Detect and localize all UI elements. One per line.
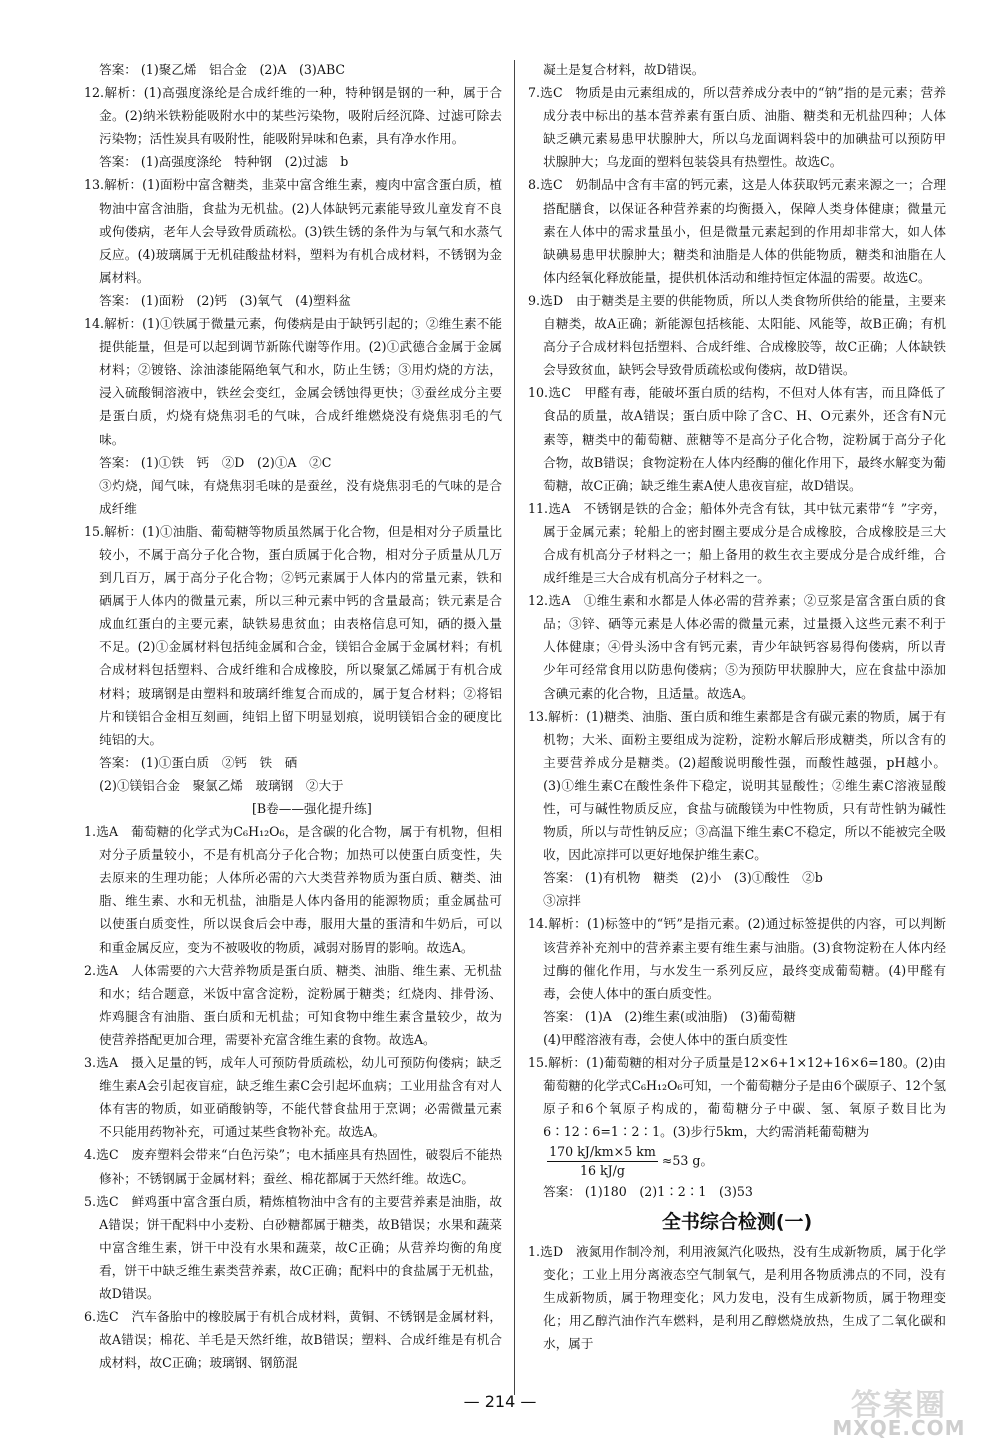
answer-14: 答案： (1)①铁 钙 ②D (2)①A ②C <box>99 454 332 470</box>
b-question-6-cont: 凝土是复合材料，故D错误。 <box>543 62 705 77</box>
b-solution-13: 13.解析：(1)糖类、油脂、蛋白质和维生素都是含有碳元素的物质，属于有机物；大米、面粉主要组成为淀粉，淀粉水解后形成糖类，所以含有的主要营养成分是糖类。(2)超酸说明酸性强，而酸性越强，pH越小。(3)①维生素C在酸性条件下稳定，说明其显酸性；②维生素C溶液显酸性，可与碱性物质反应，食盐与硫酸镁为中性物质，只有苛性钠为碱性物质，所以与苛性钠反应；③高温下维生素C不稳定，所以不能被完全吸收，因此凉拌可以更好地保护维生素C。 <box>528 708 946 863</box>
solution-15: 15.解析：(1)①油脂、葡萄糖等物质虽然属于化合物，但是相对分子质量比较小，不属于高分子化合物，蛋白质属于化合物，相对分子质量从几万到几百万，属于高分子化合物；②钙元素属于人体内的常量元素，铁和硒属于人体内的微量元素，所以三种元素中钙的含量最高；铁元素是合成血红蛋白的主要元素，缺铁易患贫血；由表格信息可知，硒的摄入量不足。(2)①金属材料包括纯金属和合金，镁铝合金属于金属材料；有机合成材料包括塑料、合成纤维和合成橡胶，所以聚氯乙烯属于有机合成材料；玻璃钢是由塑料和玻璃纤维复合而成的，属于复合材料；②将铝片和镁铝合金相互刻画，纯铝上留下明显划痕，说明镁铝合金的硬度比纯铝的大。 <box>84 523 502 747</box>
column-divider <box>514 60 515 1395</box>
b-answer-13: 答案： (1)有机物 糖类 (2)小 (3)①酸性 ②b <box>543 870 823 886</box>
b-question-6: 6.选C 汽车备胎中的橡胶属于有机合成材料，黄铜、不锈钢是金属材料，故A错误；棉花、羊毛是天然纤维，故B错误；塑料、合成纤维是有机合成材料，故C正确；玻璃钢、钢筋混 <box>84 1309 502 1371</box>
b-question-3: 3.选A 摄入足量的钙，成年人可预防骨质疏松，幼儿可预防佝偻病；缺乏维生素A会引起夜盲症，缺乏维生素C会引起坏血病；工业用盐含有对人体有害的物质，如亚硝酸钠等，不能代替食盐用于烹调；必需微量元素不只能用药物补充，可通过某些食物补充。故选A。 <box>84 1055 502 1140</box>
fraction-line <box>528 1143 946 1180</box>
solution-12: 12.解析：(1)高强度涤纶是合成纤维的一种，特种钢是钢的一种，属于合金。(2)纳米铁粉能吸附水中的某些污染物，吸附后经沉降、过滤可除去污染物；活性炭具有吸附性，能吸附异味和色素，具有净水作用。 <box>84 85 502 147</box>
b-question-11: 11.选A 不锈钢是铁的合金；船体外壳含有钛，其中钛元素带“钅”字旁，属于金属元素；轮船上的密封圈主要成分是合成橡胶，合成橡胶是三大合成有机高分子材料之一；船上备用的救生衣主要成分是合成纤维，合成纤维是三大合成有机高分子材料之一。 <box>528 500 946 586</box>
b-answer-14-cont: (4)甲醛溶液有毒，会使人体中的蛋白质变性 <box>543 1031 788 1047</box>
fraction-denominator: 16 kJ/g <box>579 1163 625 1179</box>
watermark-logo: 答案圈 <box>851 1388 947 1423</box>
watermark-url: MXQE.COM <box>832 1416 966 1440</box>
fraction-result: ≈53 g。 <box>661 1153 714 1169</box>
answer-15-cont: (2)①镁铝合金 聚氯乙烯 玻璃钢 ②大于 <box>99 777 344 793</box>
answer-14-cont: ③灼烧，闻气味，有烧焦羽毛味的是蚕丝，没有烧焦羽毛的气味的是合成纤维 <box>99 477 502 516</box>
watermark <box>814 1380 984 1442</box>
section-b-heading: [B卷——强化提升练] <box>251 801 372 816</box>
answer-12: 答案： (1)高强度涤纶 特种钢 (2)过滤 b <box>99 154 349 170</box>
solution-13: 13.解析：(1)面粉中富含糖类，韭菜中富含维生素，瘦肉中富含蛋白质，植物油中富含油脂，食盐为无机盐。(2)人体缺钙元素能导致儿童发育不良或佝偻病，老年人会导致骨质疏松。(3)铁生锈的条件为与氧气和水蒸气反应。(4)玻璃属于无机硅酸盐材料，塑料为有机合成材料，不锈钢为金属材料。 <box>84 177 502 285</box>
b-solution-15: 15.解析：(1)葡萄糖的相对分子质量是12×6+1×12+16×6=180。(2)由葡萄糖的化学式C₆H₁₂O₆可知，一个葡萄糖分子是由6个碳原子、12个氢原子和6个氧原子构成的，葡萄糖分子中碳、氢、氧原子数目比为6∶12∶6=1∶2∶1。(3)步行5km，大约需消耗葡萄糖为 <box>528 1055 946 1140</box>
b-question-12: 12.选A ①维生素和水都是人体必需的营养素；②豆浆是富含蛋白质的食品；③锌、硒等元素是人体必需的微量元素，过量摄入这些元素不利于人体健康；④骨头汤中含有钙元素，青少年缺钙容易得佝偻病，所以青少年可经常食用以防患佝偻病；⑤为预防甲状腺肿大，应在食盐中添加含碘元素的化合物，且适量。故选A。 <box>528 593 946 701</box>
energy-fraction <box>547 1143 658 1180</box>
answer-13: 答案： (1)面粉 (2)钙 (3)氧气 (4)塑料盆 <box>99 292 351 308</box>
answer-11: 答案： (1)聚乙烯 铝合金 (2)A (3)ABC <box>99 62 346 77</box>
b-answer-14: 答案： (1)A (2)维生素(或油脂) (3)葡萄糖 <box>543 1008 796 1024</box>
answer-15: 答案： (1)①蛋白质 ②钙 铁 硒 <box>99 754 298 770</box>
b-question-8: 8.选C 奶制品中含有丰富的钙元素，这是人体获取钙元素来源之一；合理搭配膳食，以保证各种营养素的均衡摄入，保障人类身体健康；微量元素在人体中的需求量虽小，但是微量元素起到的作用却非常大，如人体缺碘易患甲状腺肿大；糖类和油脂是人体的供能物质，糖类和油脂在人体内经氧化释放能量，提供机体活动和维持恒定体温的需要。故选C。 <box>528 177 946 285</box>
b-question-1: 1.选A 葡萄糖的化学式为C₆H₁₂O₆，是含碳的化合物，属于有机物，但相对分子质量较小，不是有机高分子化合物；加热可以使蛋白质变性，失去原来的生理功能；人体所必需的六大类营养物质为蛋白质、糖类、油脂、维生素、水和无机盐，油脂是人体内备用的能源物质；重金属盐可以使蛋白质变性，所以误食后会中毒，服用大量的蛋清和牛奶后，可以和重金属反应，变为不被吸收的物质，减弱对肠胃的影响。故选A。 <box>84 824 502 955</box>
page-number: — 214 — <box>463 1392 537 1411</box>
b-answer-15: 答案： (1)180 (2)1∶2∶1 (3)53 <box>543 1184 753 1200</box>
b-question-4: 4.选C 废弃塑料会带来“白色污染”；电木插座具有热固性，破裂后不能热修补；不锈钢属于金属材料；蚕丝、棉花都属于天然纤维。故选C。 <box>84 1147 502 1186</box>
section-title-comprehensive: 全书综合检测(一) <box>661 1210 813 1233</box>
right-column <box>528 58 946 1355</box>
b-question-2: 2.选A 人体需要的六大营养物质是蛋白质、糖类、油脂、维生素、无机盐和水；结合题意，米饭中富含淀粉，淀粉属于糖类；红烧肉、排骨汤、炸鸡腿含有油脂、蛋白质和无机盐；可知食物中维生素含量较少，故为使营养搭配更加合理，需要补充富含维生素的食物。故选A。 <box>84 962 502 1047</box>
b-solution-14: 14.解析：(1)标签中的“钙”是指元素。(2)通过标签提供的内容，可以判断该营养补充剂中的营养素主要有维生素与油脂。(3)食物淀粉在人体内经过酶的催化作用，与水发生一系列反应，最终变成葡萄糖。(4)甲醛有毒，会使人体中的蛋白质变性。 <box>528 916 946 1001</box>
b-question-7: 7.选C 物质是由元素组成的，所以营养成分表中的“钠”指的是元素；营养成分表中标出的基本营养素有蛋白质、油脂、糖类和无机盐四种；人体缺乏碘元素易患甲状腺肿大，所以乌龙面调料袋中的加碘盐可以预防甲状腺肿大；乌龙面的塑料包装袋具有热塑性。故选C。 <box>528 85 946 170</box>
b-question-9: 9.选D 由于糖类是主要的供能物质，所以人类食物所供给的能量，主要来自糖类，故A正确；新能源包括核能、太阳能、风能等，故B正确；有机高分子合成材料包括塑料、合成纤维、合成橡胶等，故C正确；人体缺铁会导致贫血，缺钙会导致骨质疏松或佝偻病，故D错误。 <box>528 292 946 378</box>
b-answer-13-cont: ③凉拌 <box>543 893 581 909</box>
comprehensive-question-1: 1.选D 液氮用作制冷剂，利用液氮汽化吸热，没有生成新物质，属于化学变化；工业上用分离液态空气制氧气，是利用各物质沸点的不同，没有生成新物质，属于物理变化；风力发电，没有生成新物质，属于物理变化；用乙醇汽油作汽车燃料，是利用乙醇燃烧放热，生成了二氧化碳和水，属于 <box>528 1243 946 1351</box>
b-question-10: 10.选C 甲醛有毒，能破坏蛋白质的结构，不但对人体有害，而且降低了食品的质量，故A错误；蛋白质中除了含C、H、O元素外，还含有N元素等，糖类中的葡萄糖、蔗糖等不是高分子化合物，淀粉属于高分子化合物，故B错误；食物淀粉在人体内经酶的催化作用下，最终水解变为葡萄糖，故C正确；缺乏维生素A使人患夜盲症，故D错误。 <box>528 385 946 493</box>
left-column <box>84 58 502 1374</box>
b-question-5: 5.选C 鲜鸡蛋中富含蛋白质，精炼植物油中含有的主要营养素是油脂，故A错误；饼干配料中小麦粉、白砂糖都属于糖类，故B错误；水果和蔬菜中富含维生素，饼干中没有水果和蔬菜，故C正确；从营养均衡的角度看，饼干中缺乏维生素类营养素，故C正确；配料中的食盐属于无机盐，故D错误。 <box>84 1193 502 1301</box>
solution-14: 14.解析：(1)①铁属于微量元素，佝偻病是由于缺钙引起的；②维生素不能提供能量，但是可以起到调节新陈代谢等作用。(2)①武德合金属于金属材料；②镀铬、涂油漆能隔绝氧气和水，防止生锈；③用灼烧的方法，浸入硫酸铜溶液中，铁丝会变红，金属会锈蚀得更快；③蚕丝成分主要是蛋白质，灼烧有烧焦羽毛的气味，合成纤维燃烧没有烧焦羽毛的气味。 <box>84 316 502 447</box>
fraction-numerator: 170 kJ/km×5 km <box>547 1143 658 1162</box>
